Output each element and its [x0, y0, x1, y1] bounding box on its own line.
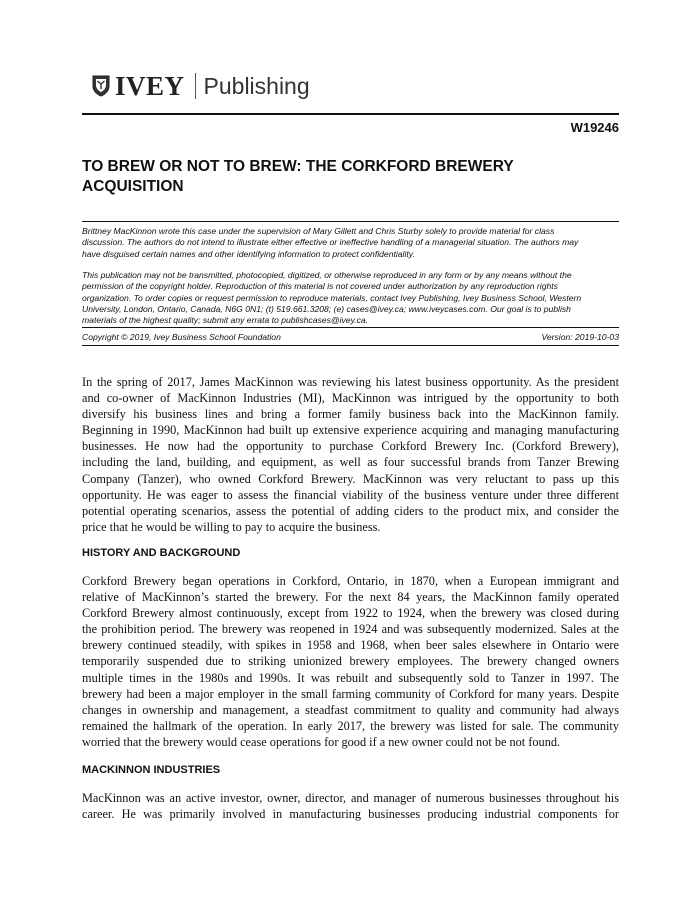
paragraph-line: the prohibition period. The brewery was reopened in 1924 and was subsequently modernized. Sales at the: [82, 622, 619, 637]
notice-line: University, London, Ontario, Canada, N6G 0N1; (t) 519.661.3208; (e) cases@ivey.ca; www.iveycases.com. Our goal is to publish: [82, 303, 571, 314]
paragraph-line: changes in ownership and management, a steadfast commitment to quality and community had always: [82, 702, 619, 717]
case-title: [82, 157, 619, 197]
paragraph-line: businesses. He now had the opportunity to purchase Corkford Brewery Inc. (Corkford Brewery),: [82, 439, 619, 454]
brand-name: IVEY: [115, 70, 185, 101]
brand-divider: [195, 73, 196, 99]
paragraph-line: career. He was primarily involved in manufacturing businesses producing industrial components for: [82, 807, 619, 822]
section-heading-mackinnon: MACKINNON INDUSTRIES: [82, 764, 221, 776]
paragraph-line: remained the hallmark of the operation. In early 2017, the brewery was listed for sale. The community: [82, 718, 619, 733]
paragraph-line: brewery continued steadily, with spikes in 1958 and 1968, when beer sales elsewhere in Ontario were: [82, 638, 619, 653]
ivey-publishing-logo: [92, 68, 310, 104]
disclaimer-line: discussion. The authors do not intend to illustrate either effective or ineffective handling of a managerial situation. The authors may: [82, 237, 579, 248]
paragraph-line: Corkford Brewery almost continuously, except from 1922 to 1924, when the brewery was closed during: [82, 606, 619, 621]
paragraph-line: temporarily suspended due to striking unionized brewery employees. The brewery changed owners: [82, 654, 619, 669]
paragraph-line: diversify his business lines and bring a former family business back into the MacKinnon family.: [82, 407, 619, 422]
mackinnon-paragraph: [82, 790, 619, 822]
paragraph-line: opportunity. He was eager to assess the financial viability of the business venture under three different: [82, 487, 619, 502]
disclaimer-line: have disguised certain names and other identifying information to protect confidentiality.: [82, 248, 415, 259]
paragraph-line: potential operating scenarios, assess the potential of adding ciders to the product mix, and consider the: [82, 503, 619, 518]
paragraph-line: multiple times in the 1980s and 1990s. It was rebuilt and subsequently sold to Tanzer in 1997. The: [82, 670, 619, 685]
history-paragraph: [82, 573, 619, 750]
shield-crest-icon: [92, 75, 110, 97]
section-heading-history: HISTORY AND BACKGROUND: [82, 547, 241, 559]
copyright-top-rule: [82, 327, 619, 328]
paragraph-line: and co-owner of MacKinnon Industries (MI), MacKinnon was intrigued by the opportunity to both: [82, 391, 619, 406]
notice-line: permission of the copyright holder. Reproduction of this material is not covered under authorization by any reproduction rights: [82, 281, 558, 292]
case-code: W19246: [570, 120, 619, 135]
paragraph-line: price that he would be willing to pay to acquire the business.: [82, 519, 381, 534]
copyright-bottom-rule: [82, 345, 619, 346]
brand-subtitle: Publishing: [203, 72, 310, 99]
paragraph-line: Beginning in 1990, MacKinnon had built up extensive experience acquiring and managing manufacturing: [82, 423, 619, 438]
title-line: ACQUISITION: [82, 178, 184, 195]
paragraph-line: In the spring of 2017, James MacKinnon was reviewing his latest business opportunity. As the president: [82, 375, 619, 389]
paragraph-line: Company (Tanzer), who owned Corkford Brewery. MacKinnon was very reluctant to pass up this: [82, 471, 619, 486]
paragraph-line: brewery had been a major employer in the small farming community of Corkford for many years. Despite: [82, 686, 619, 701]
paragraph-line: MacKinnon was an active investor, owner, director, and manager of numerous businesses throughout his: [82, 791, 619, 805]
paragraph-line: worried that the brewery would cease operations for good if a new owner could not be not found.: [82, 734, 561, 749]
copyright-text: Copyright © 2019, Ivey Business School Foundation: [82, 332, 281, 342]
disclaimer-line: Brittney MacKinnon wrote this case under the supervision of Mary Gillett and Chris Sturby solely to provide material for class: [82, 226, 555, 236]
intro-paragraph: [82, 374, 619, 535]
header-rule: [82, 113, 619, 115]
disclaimer-top-rule: [82, 221, 619, 222]
paragraph-line: relative of MacKinnon’s started the brewery. For the next 84 years, the MacKinnon family operated: [82, 590, 619, 605]
notice-line: This publication may not be transmitted, photocopied, digitized, or otherwise reproduced in any form or by any means without the: [82, 270, 572, 280]
author-disclaimer: [82, 226, 619, 260]
title-line: TO BREW OR NOT TO BREW: THE CORKFORD BREWERY: [82, 158, 514, 175]
notice-line: materials of the highest quality; submit any errata to publishcases@ivey.ca.: [82, 315, 369, 326]
version-text: Version: 2019-10-03: [541, 332, 619, 342]
paragraph-line: Corkford Brewery began operations in Corkford, Ontario, in 1870, when a European immigrant and: [82, 574, 619, 588]
paragraph-line: including the land, building, and equipment, as well as four successful brands from Tanzer Brewing: [82, 455, 619, 470]
copyright-notice: [82, 270, 619, 326]
copyright-bar: [82, 332, 619, 343]
notice-line: organization. To order copies or request permission to reproduce materials, contact Ivey Publishing, Ivey Business School, Western: [82, 292, 582, 303]
